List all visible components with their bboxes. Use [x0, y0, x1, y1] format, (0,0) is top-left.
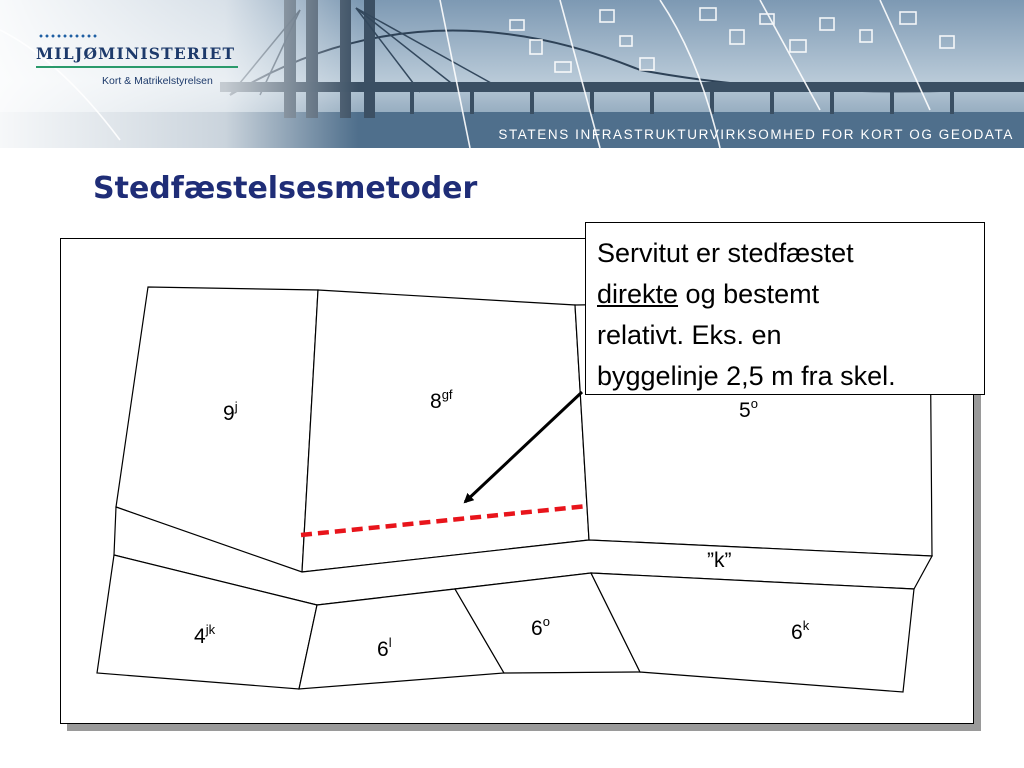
label-parcel-4jk: $4^{jk}$: [194, 622, 216, 648]
label-parcel-6k: 6$^k$: [791, 618, 810, 644]
callout-line-3: relativt. Eks. en: [597, 320, 782, 350]
label-parcel-6l: 6$^l$: [377, 635, 392, 661]
label-parcel-5o: 5$^o$: [739, 396, 758, 422]
slide-title: Stedfæstelsesmetoder: [93, 171, 478, 206]
label-parcel-9j: 9$^j$: [223, 399, 238, 425]
callout-emphasis: direkte: [597, 279, 679, 309]
banner-strapline: STATENS INFRASTRUKTURVIRKSOMHED FOR KORT OG GEODATA: [498, 127, 1014, 142]
parcel-6k: [591, 573, 914, 692]
callout-line-2: direkte og bestemt: [597, 279, 820, 309]
callout-line-1: Servitut er stedfæstet: [597, 238, 854, 268]
explanation-callout: [585, 222, 985, 395]
label-road-k: ”k”: [707, 549, 732, 572]
callout-line-4: byggelinje 2,5 m fra skel.: [597, 361, 896, 391]
label-parcel-8gf: $8^{gf}$: [430, 387, 453, 413]
label-parcel-6o: 6$^o$: [531, 614, 550, 640]
logo-subtitle: Kort & Matrikelstyrelsen: [102, 75, 213, 87]
logo-title: MILJØMINISTERIET: [36, 44, 236, 63]
